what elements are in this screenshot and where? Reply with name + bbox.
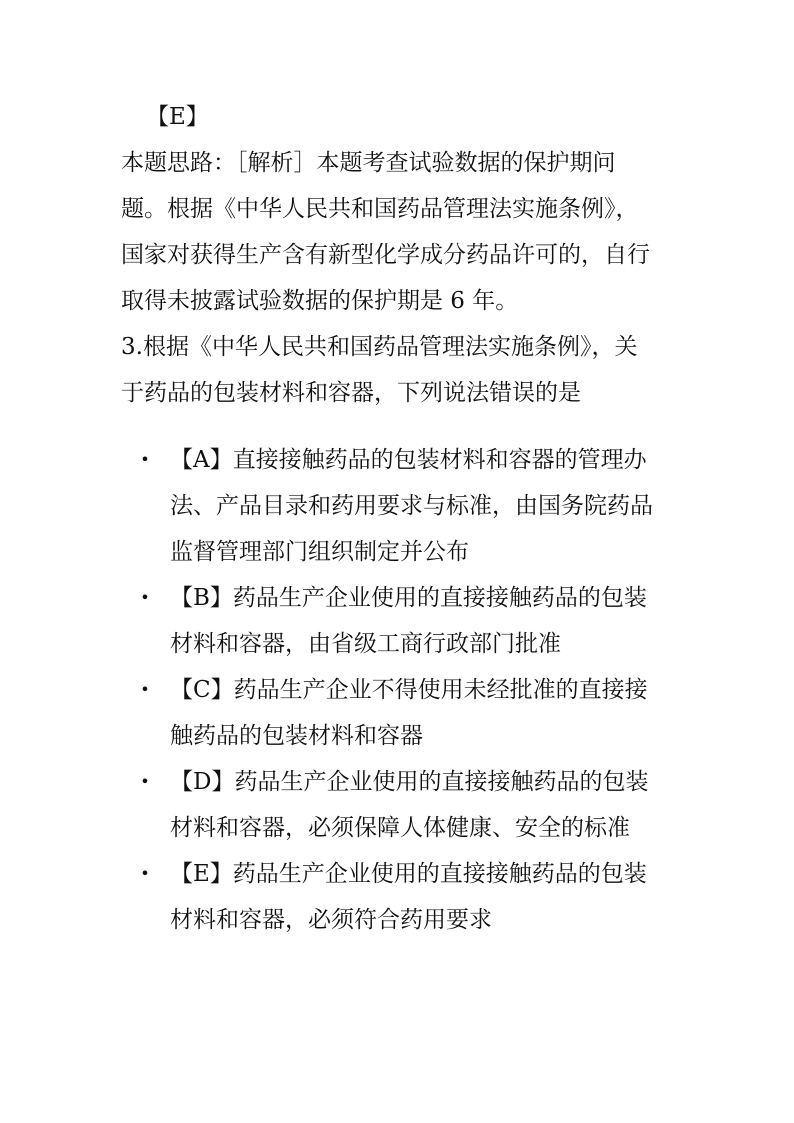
explanation-line: 取得未披露试验数据的保护期是 6 年。 <box>121 288 519 314</box>
bullet-icon: • <box>140 772 150 791</box>
explanation-line: 题。根据《中华人民共和国药品管理法实施条例》， <box>121 196 639 222</box>
option-a <box>140 437 700 575</box>
option-text-line: 【A】直接接触药品的包装材料和容器的管理办 <box>170 447 647 473</box>
option-text-line: 法、产品目录和药用要求与标准，由国务院药品 <box>170 493 653 519</box>
answer-label: 【E】 <box>146 104 209 130</box>
bullet-icon: • <box>140 864 150 883</box>
question-stem <box>121 324 681 416</box>
explanation-line: 国家对获得生产含有新型化学成分药品许可的，自行 <box>121 242 650 268</box>
question-line: 3.根据《中华人民共和国药品管理法实施条例》，关 <box>121 334 638 360</box>
bullet-icon: • <box>140 450 150 469</box>
question-line: 于药品的包装材料和容器，下列说法错误的是 <box>121 380 581 406</box>
option-c <box>140 667 700 759</box>
option-text-line: 材料和容器，必须符合药用要求 <box>170 907 492 933</box>
option-text-line: 【E】药品生产企业使用的直接接触药品的包装 <box>170 861 647 887</box>
option-text-line: 【C】药品生产企业不得使用未经批准的直接接 <box>170 677 648 703</box>
option-text-line: 【D】药品生产企业使用的直接接触药品的包装 <box>170 769 649 795</box>
option-text-line: 【B】药品生产企业使用的直接接触药品的包装 <box>170 585 647 611</box>
bullet-icon: • <box>140 588 150 607</box>
explanation-paragraph <box>121 140 681 324</box>
explanation-line: 本题思路：［解析］本题考查试验数据的保护期问 <box>121 150 616 176</box>
option-b <box>140 575 700 667</box>
option-d <box>140 759 700 851</box>
option-text-line: 材料和容器，由省级工商行政部门批准 <box>170 631 561 657</box>
option-text-line: 材料和容器，必须保障人体健康、安全的标准 <box>170 815 630 841</box>
option-e <box>140 851 700 943</box>
option-list <box>140 437 700 943</box>
option-text-line: 触药品的包装材料和容器 <box>170 723 423 749</box>
option-text-line: 监督管理部门组织制定并公布 <box>170 539 469 565</box>
bullet-icon: • <box>140 680 150 699</box>
